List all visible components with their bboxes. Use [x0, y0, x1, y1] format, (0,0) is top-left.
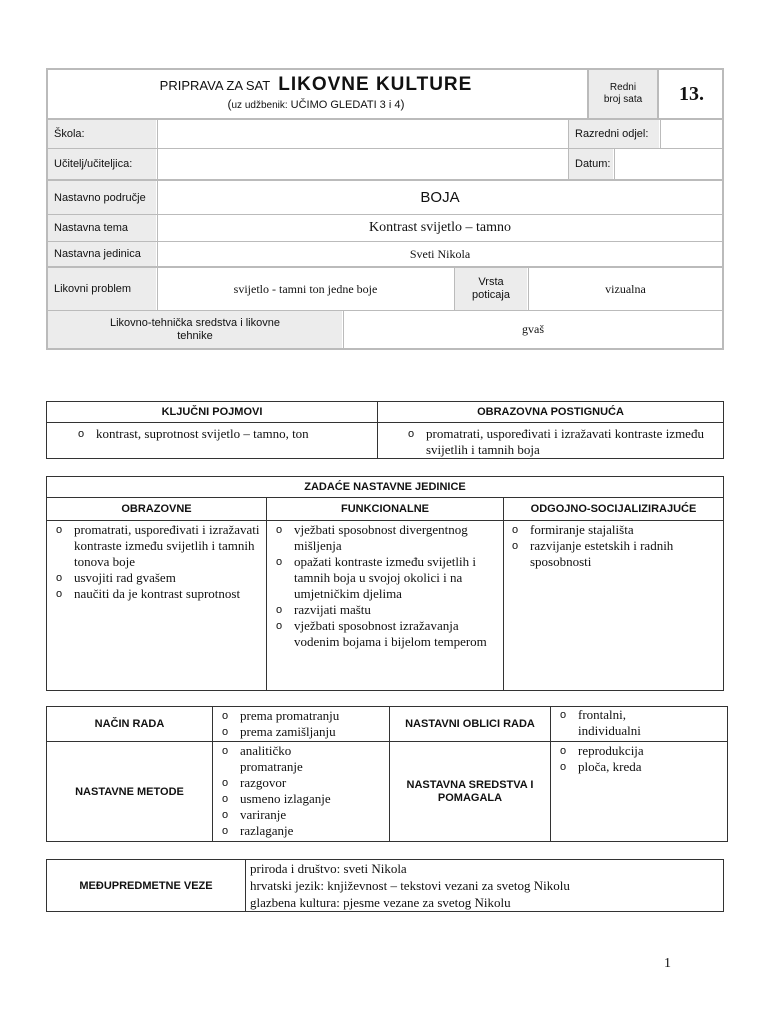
functional-task-item: o vježbati sposobnost divergentnog mišljenja — [270, 522, 500, 554]
teaching-aid-item: o reprodukcija — [554, 743, 724, 759]
title-prefix: PRIPRAVA ZA SAT — [159, 78, 271, 93]
date-field[interactable] — [614, 149, 722, 179]
class-label: Razredni odjel: — [568, 120, 659, 148]
key-concepts-list — [48, 426, 374, 442]
teaching-method-item: o usmeno izlaganje — [216, 791, 356, 807]
techniques-label: Likovno-tehnička sredstva i likovne tehnike — [48, 311, 342, 348]
unit-value: Sveti Nikola — [157, 242, 722, 266]
tasks-col-educational: OBRAZOVNE — [121, 503, 192, 515]
key-concepts-header: KLJUČNI POJMOVI — [161, 406, 263, 418]
educational-task-item: o promatrati, uspoređivati i izražavati kontraste između svijetlih i tamnih tonova boje — [50, 522, 262, 570]
teaching-method-item: o analitičko promatranje — [216, 743, 356, 775]
educational-list — [50, 522, 262, 602]
techniques-value: gvaš — [343, 311, 722, 348]
area-label: Nastavno područje — [48, 181, 156, 214]
subtitle-small: uz udžbenik: — [231, 100, 288, 111]
topic-label: Nastavna tema — [48, 215, 156, 241]
teacher-field[interactable] — [157, 149, 567, 179]
stimulus-value: vizualna — [528, 268, 722, 310]
class-field[interactable] — [660, 120, 722, 148]
social-task-item: o formiranje stajališta — [506, 522, 720, 538]
work-mode-item: o prema promatranju — [216, 708, 386, 724]
cross-curricular-line: hrvatski jezik: književnost – tekstovi vezani za svetog Nikolu — [250, 878, 570, 893]
subtitle-book: UČIMO GLEDATI 3 i 4 — [290, 99, 401, 111]
subtitle-open: ( — [227, 97, 232, 111]
school-label: Škola: — [48, 120, 156, 148]
achievement-item: o promatrati, uspoređivati i izražavati kontraste između svijetlih i tamnih boja — [402, 426, 720, 458]
social-list — [506, 522, 720, 570]
educational-task-item: o naučiti da je kontrast suprotnost — [50, 586, 262, 602]
functional-task-item: o razvijati maštu — [270, 602, 500, 618]
functional-task-item: o vježbati sposobnost izražavanja vodenim bojama i bijelom temperom — [270, 618, 500, 650]
date-label: Datum: — [568, 149, 613, 179]
educational-task-item: o usvojiti rad gvašem — [50, 570, 262, 586]
teaching-aid-item: o ploča, kreda — [554, 759, 724, 775]
problem-value: svijetlo - tamni ton jedne boje — [157, 268, 453, 310]
teaching-method-item: o variranje — [216, 807, 356, 823]
work-forms-label: NASTAVNI OBLICI RADA — [405, 718, 535, 730]
functional-list — [270, 522, 500, 650]
tasks-title: ZADAĆE NASTAVNE JEDINICE — [304, 481, 466, 493]
topic-value: Kontrast svijetlo – tamno — [157, 215, 722, 241]
lesson-number-value: 13. — [679, 82, 704, 105]
cross-curricular-line: glazbena kultura: pjesme vezane za svetog Nikolu — [250, 895, 511, 910]
teaching-methods-list — [216, 743, 356, 839]
achievements-list — [380, 426, 720, 458]
lesson-number-label: Redni broj sata — [587, 70, 659, 118]
cross-curricular-label: MEĐUPREDMETNE VEZE — [79, 879, 213, 892]
page-number: 1 — [664, 956, 671, 971]
problem-label: Likovni problem — [48, 268, 156, 310]
page-title — [48, 74, 584, 96]
work-mode-item: o prema zamišljanju — [216, 724, 386, 740]
school-field[interactable] — [157, 120, 567, 148]
achievements-header: OBRAZOVNA POSTIGNUĆA — [477, 406, 624, 418]
work-form-item: o frontalni, individualni — [554, 707, 664, 739]
key-concept-item: o kontrast, suprotnost svijetlo – tamno, ton — [72, 426, 374, 442]
teaching-aids-list — [554, 743, 724, 775]
cross-curricular-line: priroda i društvo: sveti Nikola — [250, 861, 407, 876]
work-mode-list — [216, 708, 386, 740]
tasks-col-social: ODGOJNO-SOCIJALIZIRAJUĆE — [530, 503, 697, 515]
cross-curricular-lines — [250, 860, 720, 911]
teaching-methods-label: NASTAVNE METODE — [75, 786, 184, 798]
social-task-item: o razvijanje estetskih i radnih sposobnosti — [506, 538, 720, 570]
tasks-col-functional: FUNKCIONALNE — [341, 503, 429, 515]
stimulus-label: Vrsta poticaja — [454, 268, 527, 310]
unit-label: Nastavna jedinica — [48, 242, 156, 266]
teaching-aids-label: NASTAVNA SREDSTVA I POMAGALA — [406, 779, 534, 804]
work-forms-list — [554, 707, 724, 739]
page-subtitle — [48, 97, 584, 113]
area-value: BOJA — [157, 181, 722, 214]
teaching-method-item: o razlaganje — [216, 823, 356, 839]
work-mode-label: NAČIN RADA — [94, 718, 165, 730]
functional-task-item: o opažati kontraste između svijetlih i tamnih boja u svojoj okolici i na umjetničkim djelima — [270, 554, 500, 602]
title-main: LIKOVNE KULTURE — [278, 74, 473, 95]
subtitle-close: ) — [400, 97, 405, 111]
teacher-label: Učitelj/učiteljica: — [48, 149, 156, 179]
teaching-method-item: o razgovor — [216, 775, 356, 791]
